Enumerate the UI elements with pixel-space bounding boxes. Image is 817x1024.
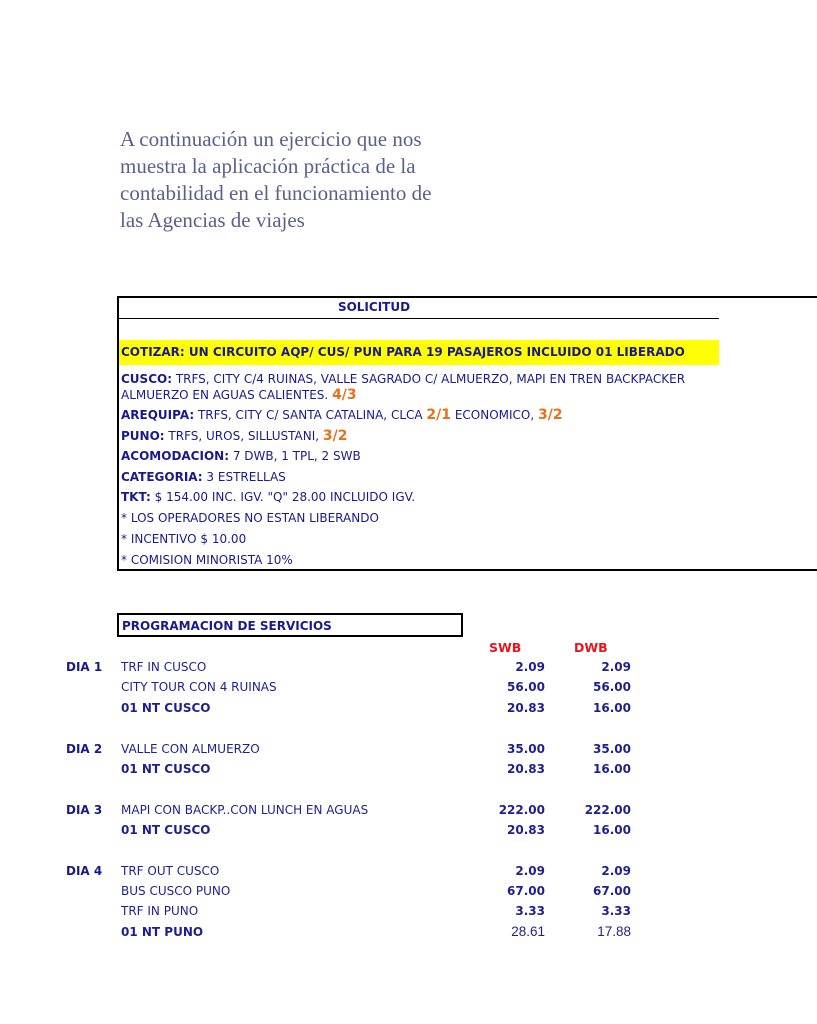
puno-label: PUNO:	[121, 429, 165, 443]
service-name: 01 NT CUSCO	[121, 823, 211, 837]
price-dwb: 56.00	[593, 680, 631, 694]
solicitud-title: SOLICITUD	[337, 300, 411, 314]
price-swb: 2.09	[515, 864, 545, 878]
service-name: TRF IN CUSCO	[121, 660, 207, 674]
price-swb: 20.83	[507, 701, 545, 715]
price-dwb: 67.00	[593, 884, 631, 898]
acomodacion-row	[121, 449, 361, 463]
price-swb: 3.33	[515, 904, 545, 918]
day-label: DIA 1	[66, 660, 103, 674]
price-dwb: 2.09	[601, 864, 631, 878]
arequipa-hotel-2: 3/2	[538, 407, 563, 423]
price-swb: 35.00	[507, 742, 545, 756]
tkt-text: $ 154.00 INC. IGV. "Q" 28.00 INCLUIDO IGV.	[150, 490, 416, 504]
service-name: TRF IN PUNO	[121, 904, 199, 918]
price-dwb: 35.00	[593, 742, 631, 756]
price-swb: 222.00	[498, 803, 545, 817]
intro-line: A continuación un ejercicio que nos	[120, 127, 422, 151]
price-dwb: 2.09	[601, 660, 631, 674]
service-name: TRF OUT CUSCO	[121, 864, 220, 878]
day-label: DIA 3	[66, 803, 103, 817]
divider	[119, 318, 719, 319]
arequipa-hotel-1: 2/1	[426, 407, 452, 423]
note-comision: * COMISION MINORISTA 10%	[121, 553, 293, 567]
acomodacion-label: ACOMODACION:	[121, 449, 229, 463]
cusco-text: TRFS, CITY C/4 RUINAS, VALLE SAGRADO C/ ALMUERZO, MAPI EN TREN BACKPACKER	[172, 372, 686, 386]
categoria-row	[121, 470, 286, 484]
arequipa-mid: ECONOMICO,	[451, 408, 539, 422]
intro-line: contabilidad en el funcionamiento de	[120, 181, 432, 205]
price-dwb: 17.88	[597, 924, 631, 939]
price-swb: 20.83	[507, 823, 545, 837]
puno-row	[121, 428, 348, 444]
price-swb: 67.00	[507, 884, 545, 898]
price-dwb: 16.00	[593, 762, 631, 776]
tkt-row	[121, 490, 415, 504]
service-name: BUS CUSCO PUNO	[121, 884, 231, 898]
solicitud-content	[119, 296, 686, 574]
cotizar-text: COTIZAR: UN CIRCUITO AQP/ CUS/ PUN PARA 19 PASAJEROS INCLUIDO 01 LIBERADO	[121, 345, 685, 359]
tkt-label: TKT:	[121, 490, 151, 504]
day-label: DIA 4	[66, 864, 103, 878]
price-dwb: 16.00	[593, 823, 631, 837]
puno-hotel: 3/2	[322, 428, 348, 444]
price-swb: 2.09	[515, 660, 545, 674]
service-name: 01 NT CUSCO	[121, 762, 211, 776]
categoria-text: 3 ESTRELLAS	[202, 470, 286, 484]
price-dwb: 3.33	[601, 904, 631, 918]
price-swb: 56.00	[507, 680, 545, 694]
cusco-row-2	[121, 387, 357, 403]
price-swb: 20.83	[507, 762, 545, 776]
price-swb: 28.61	[511, 924, 545, 939]
arequipa-text: TRFS, CITY C/ SANTA CATALINA, CLCA	[194, 408, 427, 422]
service-name: VALLE CON ALMUERZO	[121, 742, 260, 756]
service-name: MAPI CON BACKP..CON LUNCH EN AGUAS	[121, 803, 369, 817]
note-operadores: * LOS OPERADORES NO ESTAN LIBERANDO	[121, 511, 379, 525]
intro-line: las Agencias de viajes	[120, 208, 305, 232]
day-label: DIA 2	[66, 742, 103, 756]
acomodacion-text: 7 DWB, 1 TPL, 2 SWB	[229, 449, 361, 463]
cotizar-highlight	[119, 340, 719, 365]
column-header-swb: SWB	[489, 640, 522, 655]
cusco-hotel: 4/3	[332, 387, 357, 403]
service-name: 01 NT PUNO	[121, 925, 204, 939]
cusco-label: CUSCO:	[121, 372, 172, 386]
cusco-text-2: ALMUERZO EN AGUAS CALIENTES.	[121, 388, 333, 402]
column-header-dwb: DWB	[574, 640, 608, 655]
puno-text: TRFS, UROS, SILLUSTANI,	[164, 429, 323, 443]
intro-line: muestra la aplicación práctica de la	[120, 154, 416, 178]
price-dwb: 222.00	[584, 803, 631, 817]
programacion-title: PROGRAMACION DE SERVICIOS	[122, 619, 332, 633]
intro-paragraph	[120, 126, 480, 234]
arequipa-label: AREQUIPA:	[121, 408, 195, 422]
programacion-header	[117, 613, 463, 637]
service-name: CITY TOUR CON 4 RUINAS	[121, 680, 277, 694]
service-name: 01 NT CUSCO	[121, 701, 211, 715]
categoria-label: CATEGORIA:	[121, 470, 203, 484]
cusco-row	[121, 372, 685, 386]
note-incentivo: * INCENTIVO $ 10.00	[121, 532, 247, 546]
arequipa-row	[121, 407, 563, 423]
price-dwb: 16.00	[593, 701, 631, 715]
